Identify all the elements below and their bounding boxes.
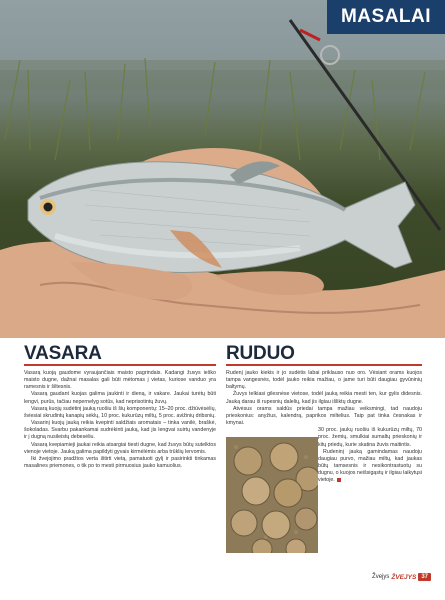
paragraph: Atvėsus orams saldūs priedai tampa mažiau veiksmingi, tad naudoju prieskonius: anyžius, kalendrą, paprikos miltelius. Taip pat tinka česnakas ir kmynai. [226,405,422,427]
paragraph: Iki žvejojimo pradžios verta ištirti vietą, pamatuoti gylį ir pasirinkti tinkamas masalines priemones, o tik po to mesti pirmuosius jauko kamuolius. [24,455,216,470]
magazine-brand: ŽVEJYS [391,573,417,581]
paragraph: Vasarą gaudant kuojas galima jaukinti ir dieną, ir vakare. Jaukai turėtų būti lengvi, purūs, tačiau nepernelyg sotūs, kad neprisotintų žuvų. [24,391,216,405]
end-of-article-mark [337,478,341,482]
groundbait-illustration [226,437,318,553]
left-column [24,344,216,470]
section-heading-autumn: RUDUO [226,343,295,364]
paragraph: Vasarą kuoją gaudome vyraujančiais maisto pagrindais. Kadangi žuvys ieško maisto dugne, dažnai masalas gali būti mėtomas į vietas, kuriose vanduo yra ramesnis ir šiltesnis. [24,370,216,391]
paragraph-text: Rudeninį jauką gamindamas naudoju daugiau purvo, mažiau miltų, kad jaukas būtų tamsesnis ir nesikontrastuotų su dugnu, o kuojos neišsigąstų ir ilgiau laikytųsi vietoje. [318,448,422,484]
paragraph [318,449,422,485]
paragraph: Žuvys telkiasi gilesnėse vietose, todėl jauką reikia mesti ten, kur gylis didesnis. Jauką darau iš rupesnių dalelių, kad jis ilgiau išliktų dugne. [226,391,422,405]
paragraph: Vasarinį kuojų jauką reikia kvepinti saldžiais aromatais – tinka vanilė, braškė, šokoladas. Svarbu pakankamai sudrėkinti jauką, kad jis lengvai suirtų vandenyje ir į dugną nusileistų debesėliu. [24,420,216,441]
paragraph: 30 proc. jaukų ruošiu iš kukurūzų miltų, 70 proc. žemių, smulkiai sumaltų prieskonių ir kitų priedų, kurie skatina žuvis maitintis. [318,427,422,448]
section-heading-summer: VASARA [24,343,102,364]
groundbait-balls-photo [226,437,318,553]
page-number: 37 [418,573,431,581]
section-tab: MASALAI [327,0,445,34]
heading-rule [226,364,422,366]
page-footer [372,573,431,581]
footer-section: Žvejys [372,574,390,580]
paragraph: Vasarą kuojų sudėtinį jauką ruošiu iš šių komponentų: 15–20 proc. džiūvėsėlių, šviesiai skrudintų kanapių sėklų, 10 proc. kukurūzų miltų, 5 proc. avižinių dribsnių. [24,405,216,419]
heading-rule [24,364,216,366]
paragraph: Vasarą kvepiamieji jaukai reikia atsargiai tiesti dugne, kad žuvys būtų sutelktos vienoje vietoje. Jauką galima papildyti gyvais kirmėlėmis arba trūklių lervomis. [24,441,216,455]
paragraph: Rudenį jauko kiekis ir jo sudėtis labai priklauso nuo oro. Vėsiant orams kuojos tampa vangesnės, todėl jauko reikia mažiau, o jame turi būti daugiau gyvūninių baltymų. [226,370,422,391]
